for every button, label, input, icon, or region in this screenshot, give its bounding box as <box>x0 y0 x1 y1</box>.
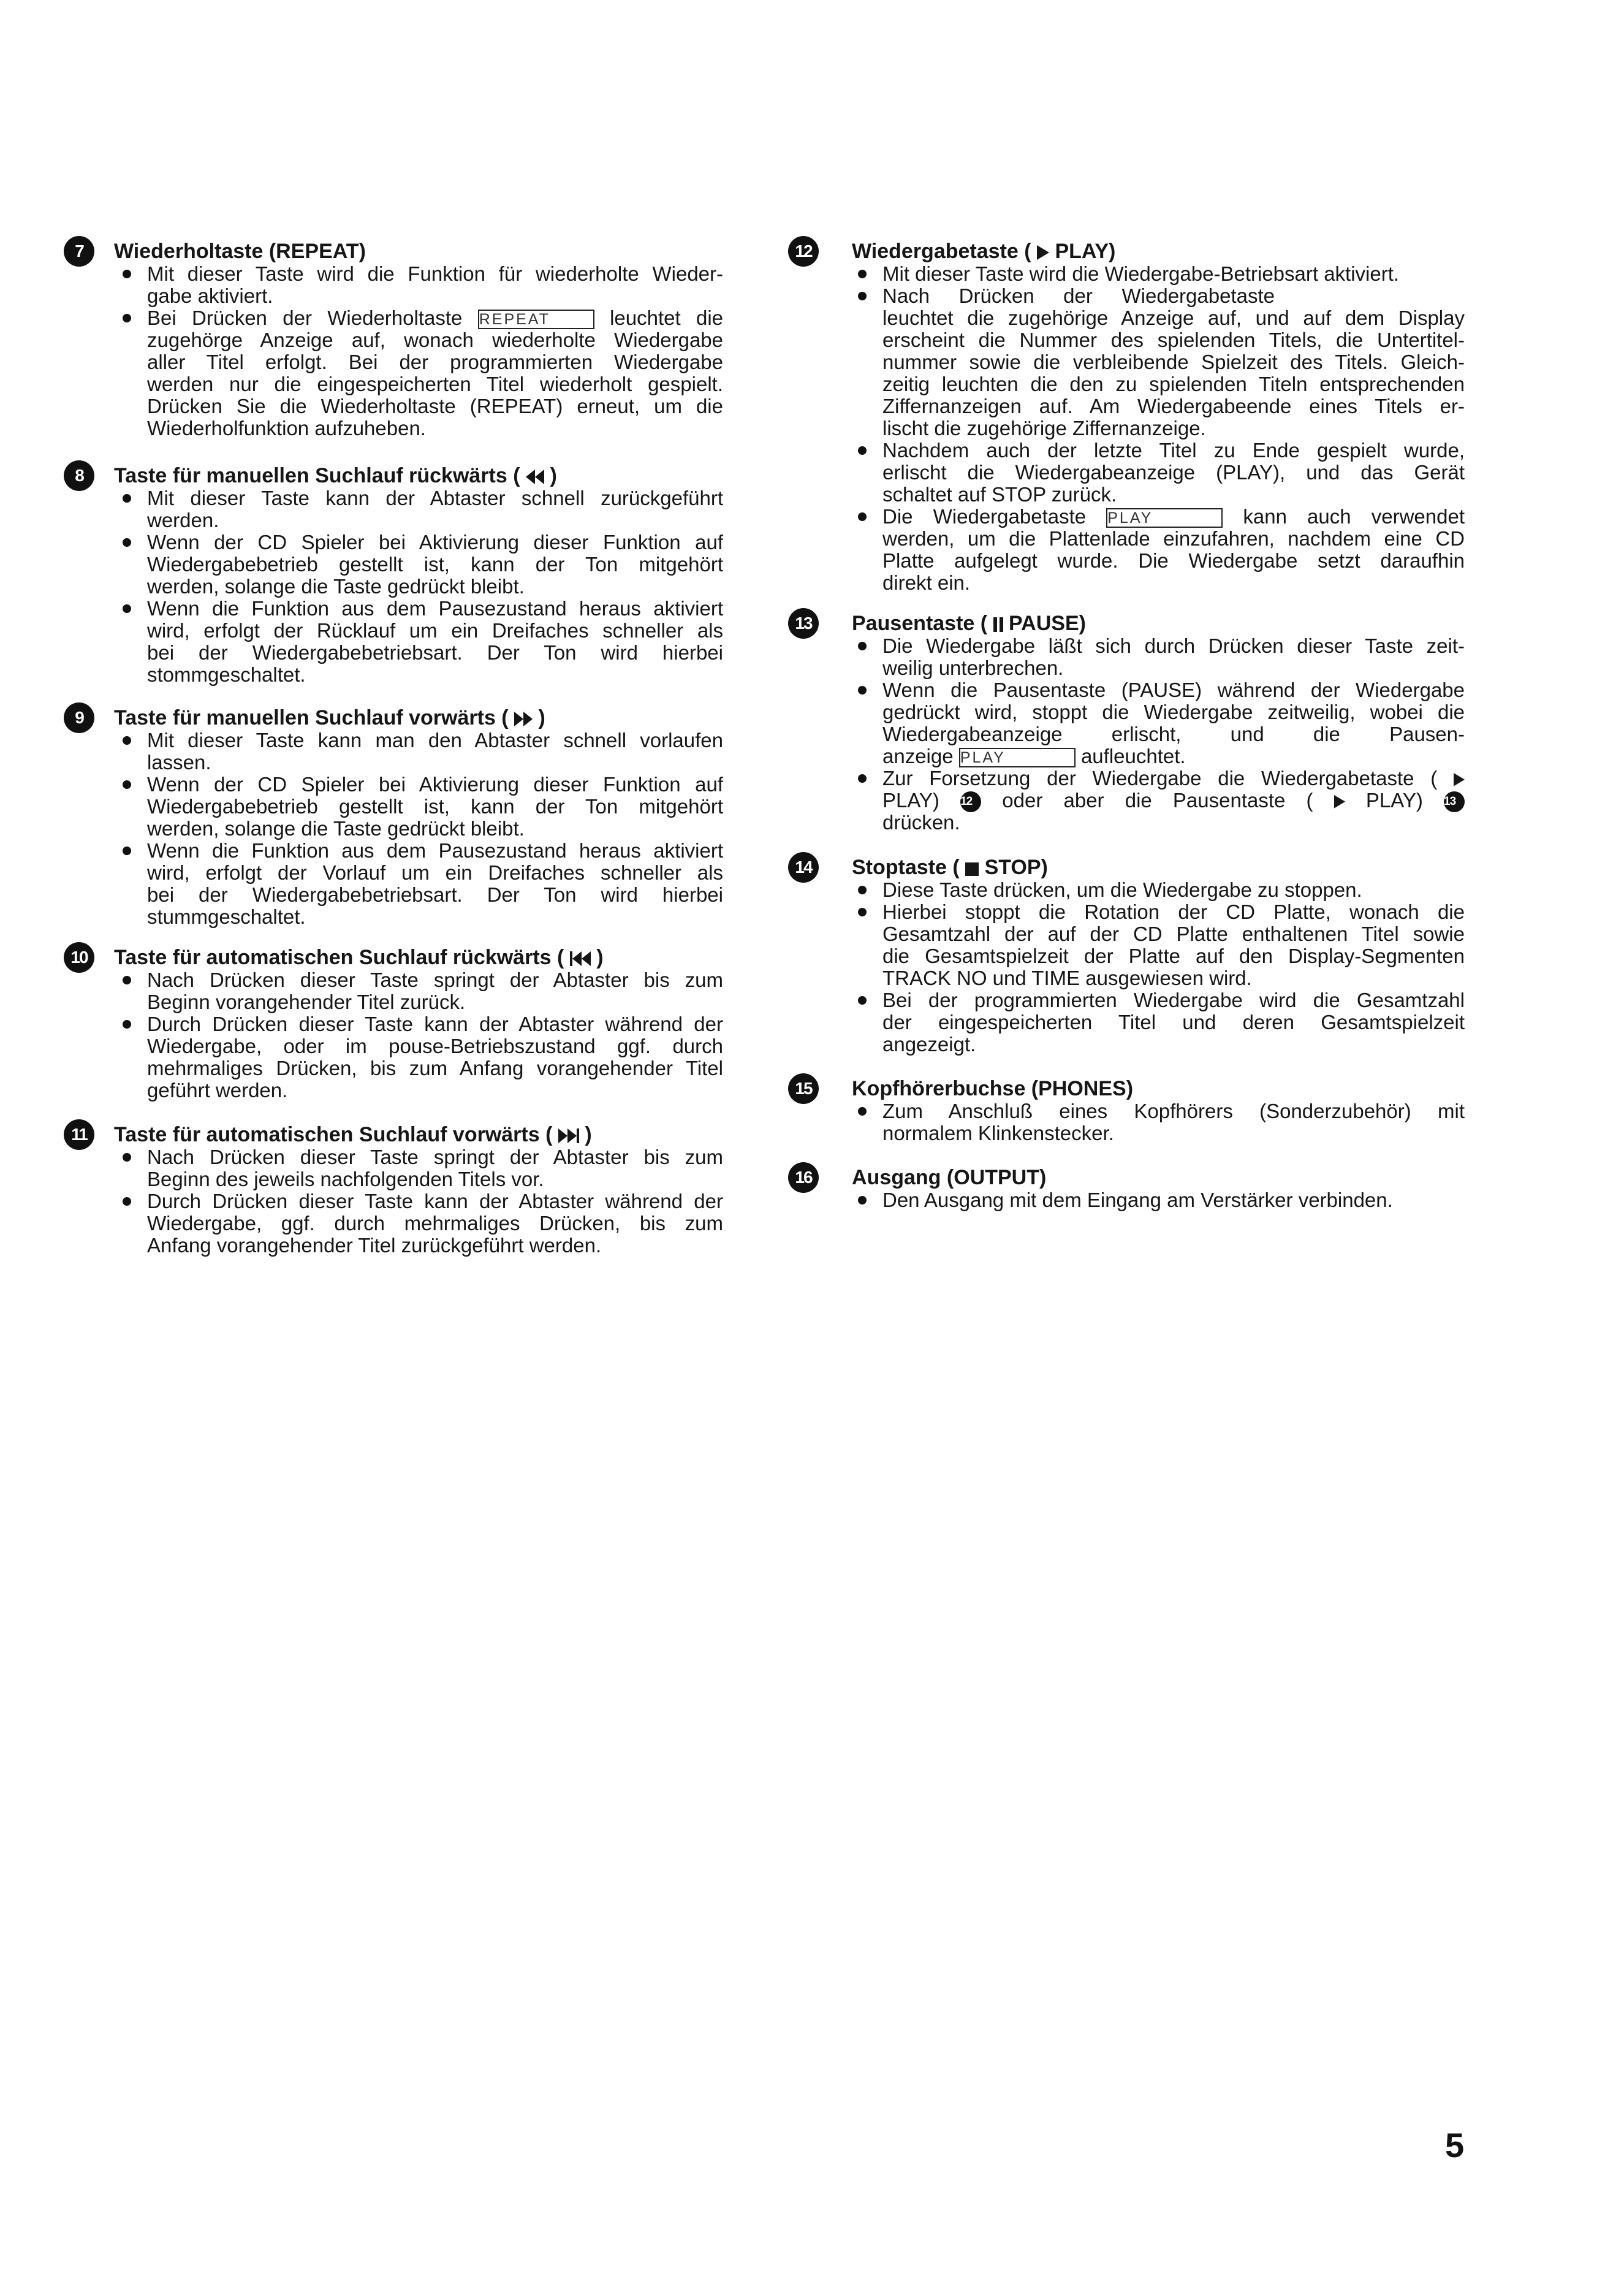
text-line: Wenn die Funktion aus dem Pausezustand heraus aktiviert <box>147 597 723 620</box>
text-line: Beginn des jeweils nachfolgenden Titels vor. <box>147 1168 544 1190</box>
text-line: Den Ausgang mit dem Eingang am Verstärker verbinden. <box>882 1189 1393 1211</box>
text-line: Wiedergabe, ggf. durch mehrmaliges Drücken, bis zum <box>147 1212 723 1235</box>
text-line: erscheint die Nummer des spielenden Titels, die Untertitel- <box>882 329 1465 351</box>
section-title <box>852 1166 1046 1189</box>
text-line: Nachdem auch der letzte Titel zu Ende gespielt wurde, <box>882 439 1465 462</box>
bullet-dot <box>858 446 867 455</box>
text-run: Wiederholtaste (REPEAT) <box>114 240 366 263</box>
text-line: Nach Drücken der Wiedergabetaste <box>882 284 1275 307</box>
text-line: Wiedergabebetrieb gestellt ist, kann der Ton mitgehört <box>147 553 723 576</box>
text-run: Taste für manuellen Suchlauf vorwärts ( <box>114 706 509 729</box>
text-line: Wenn der CD Spieler bei Aktivierung dieser Funktion auf <box>147 773 723 796</box>
text-run: Bei Drücken der Wiederholtaste <box>147 306 463 329</box>
section-title <box>852 612 1086 635</box>
section-number-badge: 10 <box>64 942 94 973</box>
text-line: mehrmaliges Drücken, bis zum Anfang vorangehender Titel <box>147 1057 723 1079</box>
text-line: zeitig leuchten die den zu spielenden Titeln entsprechenden <box>882 373 1465 395</box>
bullet-dot <box>858 292 867 300</box>
text-line: Durch Drücken dieser Taste kann der Abtaster während der <box>147 1190 723 1212</box>
text-run: PAUSE) <box>1009 612 1086 635</box>
text-line: Mit dieser Taste wird die Wiedergabe-Betriebsart aktiviert. <box>882 262 1400 285</box>
bullet-item <box>882 901 1465 989</box>
text-line: stommgeschaltet. <box>147 663 306 686</box>
section-heading <box>788 856 1465 879</box>
section-number-badge: 11 <box>64 1119 94 1150</box>
text-line: weilig unterbrechen. <box>882 657 1064 679</box>
text-line: schaltet auf STOP zurück. <box>882 483 1117 506</box>
text-line: Anfang vorangehender Titel zurückgeführt werden. <box>147 1234 602 1257</box>
text-run: Kopfhörerbuchse (PHONES) <box>852 1077 1134 1100</box>
bullet-dot <box>858 686 867 695</box>
bullet-item <box>882 989 1465 1056</box>
text-line: Hierbei stoppt die Rotation der CD Platte, wonach die <box>882 900 1465 923</box>
section-number-badge: 8 <box>64 460 94 491</box>
text-line: Wenn die Pausentaste (PAUSE) während der Wiedergabe <box>882 679 1465 701</box>
text-line <box>882 506 1465 528</box>
text-line: Wiedergabebetrieb gestellt ist, kann der Ton mitgehört <box>147 795 723 818</box>
text-line: Wiederholfunktion aufzuheben. <box>147 417 426 440</box>
bullet-dot <box>858 908 867 916</box>
text-line: gabe aktiviert. <box>147 284 273 307</box>
text-line: normalem Klinkenstecker. <box>882 1122 1114 1144</box>
section-heading <box>788 612 1465 635</box>
play-icon <box>1454 767 1465 790</box>
text-line: Mit dieser Taste kann man den Abtaster schnell vorlaufen <box>147 729 723 752</box>
text-line: gedrückt wird, stoppt die Wiedergabe zeitweilig, wobei die <box>882 701 1465 723</box>
text-line <box>882 790 1465 812</box>
text-line: TRACK NO und TIME ausgewiesen wird. <box>882 967 1252 989</box>
text-line: Die Wiedergabe läßt sich durch Drücken dieser Taste zeit- <box>882 634 1465 657</box>
section-number-badge: 15 <box>788 1073 819 1104</box>
bullet-item <box>882 635 1465 679</box>
text-line: lassen. <box>147 751 211 774</box>
text-line: bei der Wiedergabebetriebsart. Der Ton wird hierbei <box>147 641 723 664</box>
text-line <box>882 767 1465 790</box>
text-line: lischt die zugehörige Ziffernanzeige. <box>882 417 1206 440</box>
bullet-item <box>882 285 1465 440</box>
bullet-item <box>882 767 1465 834</box>
text-run: aufleuchtet. <box>1080 745 1186 767</box>
section-heading <box>788 240 1465 263</box>
text-line: werden, um die Plattenlade einzufahren, nachdem eine CD <box>882 527 1465 550</box>
text-line: direkt ein. <box>882 571 971 594</box>
text-line: drücken. <box>882 811 960 834</box>
text-line: Nach Drücken dieser Taste springt der Abtaster bis zum <box>147 1146 723 1168</box>
text-line: Durch Drücken dieser Taste kann der Abtaster während der <box>147 1013 723 1035</box>
text-line: werden. <box>147 509 219 531</box>
text-line: Wiedergabeanzeige erlischt, und die Pausen- <box>882 723 1465 745</box>
text-run: Ausgang (OUTPUT) <box>852 1166 1047 1189</box>
bullet-item <box>882 1100 1465 1144</box>
text-line: Ziffernanzeigen auf. Am Wiedergabeende eines Titels er- <box>882 395 1465 417</box>
text-line: zugehörge Anzeige auf, wonach wiederholte Wiedergabe <box>147 329 723 351</box>
bullet-item <box>882 1189 1465 1211</box>
text-line <box>882 745 1465 767</box>
text-run: Die Wiedergabetaste <box>882 505 1087 528</box>
text-line: nummer sowie die verbleibende Spielzeit des Titels. Gleich- <box>882 351 1465 373</box>
text-run: ) <box>596 946 604 969</box>
text-line: wird, erfolgt der Vorlauf um ein Dreifaches schneller als <box>147 861 723 884</box>
bullet-item <box>882 506 1465 594</box>
text-line: der eingespeicherten Titel und deren Gesamtspielzeit <box>882 1011 1465 1033</box>
text-line: geführt werden. <box>147 1079 288 1102</box>
text-run: Wiedergabetaste ( <box>852 240 1031 263</box>
bullet-item <box>882 679 1465 767</box>
text-line: Gesamtzahl der auf der CD Platte enthaltenen Titel sowie <box>882 923 1465 945</box>
text-run: leuchtet die <box>610 306 724 329</box>
bullet-item <box>882 879 1465 901</box>
bullet-dot <box>858 512 867 521</box>
text-run: ) <box>550 464 557 487</box>
text-run: Taste für automatischen Suchlauf rückwärts ( <box>114 946 564 969</box>
section-title <box>852 1077 1133 1100</box>
play-icon <box>1037 240 1049 263</box>
section-number-badge: 9 <box>64 702 94 733</box>
text-run: Taste für manuellen Suchlauf rückwärts ( <box>114 464 520 487</box>
display-indicator-box: REPEAT <box>478 310 594 329</box>
text-line: wird, erfolgt der Rücklauf um ein Dreifaches schneller als <box>147 619 723 642</box>
section-15 <box>788 1077 1465 1144</box>
text-line: Platte aufgelegt wurde. Die Wiedergabe setzt daraufhin <box>882 549 1465 572</box>
text-line: Wenn der CD Spieler bei Aktivierung dieser Funktion auf <box>147 531 723 554</box>
text-line: Mit dieser Taste wird die Funktion für wiederholte Wieder- <box>147 262 723 285</box>
bullet-dot <box>858 270 867 278</box>
text-line: werden nur die eingespeicherten Titel wiederholt gespielt. <box>147 373 723 395</box>
section-title <box>852 856 1048 879</box>
text-line: stummgeschaltet. <box>147 905 306 928</box>
text-line: werden, solange die Taste gedrückt bleibt. <box>147 817 525 840</box>
section-14 <box>788 856 1465 1056</box>
section-heading <box>788 1077 1465 1100</box>
bullet-dot <box>858 774 867 783</box>
text-run: PLAY) <box>1365 789 1423 812</box>
reference-number-badge: 12 <box>960 791 981 812</box>
section-number-badge: 7 <box>64 236 94 267</box>
text-line: Bei der programmierten Wiedergabe wird die Gesamtzahl <box>882 989 1465 1011</box>
text-run: Pausentaste ( <box>852 612 988 635</box>
section-title <box>852 240 1115 263</box>
bullet-dot <box>858 886 867 894</box>
bullet-item <box>882 263 1465 285</box>
section-12 <box>788 240 1465 594</box>
bullet-dot <box>858 1196 867 1205</box>
text-line: Nach Drücken dieser Taste springt der Abtaster bis zum <box>147 969 723 991</box>
text-line: bei der Wiedergabebetriebsart. Der Ton wird hierbei <box>147 883 723 906</box>
bullet-item <box>882 440 1465 506</box>
text-run: ) <box>585 1123 592 1146</box>
text-run: PLAY) <box>1055 240 1116 263</box>
bullet-dot <box>858 1107 867 1116</box>
text-line: die Gesamtspielzeit der Platte auf den Display-Segmenten <box>882 945 1465 967</box>
reference-number-badge: 13 <box>1444 791 1465 812</box>
bullet-dot <box>858 642 867 650</box>
text-line: Diese Taste drücken, um die Wiedergabe zu stoppen. <box>882 878 1362 901</box>
text-line: werden, solange die Taste gedrückt bleibt. <box>147 575 525 598</box>
text-line: angezeigt. <box>882 1033 976 1056</box>
text-line: leuchtet die zugehörige Anzeige auf, und auf dem Display <box>882 306 1465 329</box>
stop-icon <box>965 856 979 879</box>
text-line: Drücken Sie die Wiederholtaste (REPEAT) erneut, um die <box>147 395 723 417</box>
page-number: 5 <box>1445 2126 1465 2164</box>
text-line: erlischt die Wiedergabeanzeige (PLAY), und das Gerät <box>882 461 1465 484</box>
text-run: Taste für automatischen Suchlauf vorwärts ( <box>114 1123 553 1146</box>
text-run: oder aber die Pausentaste ( <box>1002 789 1313 812</box>
text-line: Mit dieser Taste kann der Abtaster schnell zurückgeführt <box>147 487 723 509</box>
text-run: kann auch verwendet <box>1243 505 1465 528</box>
text-line: Wenn die Funktion aus dem Pausezustand heraus aktiviert <box>147 839 723 862</box>
section-13 <box>788 612 1465 834</box>
text-run: PLAY) <box>882 789 939 812</box>
section-number-badge: 12 <box>788 236 819 267</box>
text-line: aller Titel erfolgt. Bei der programmierten Wiedergabe <box>147 351 723 373</box>
text-line: Wiedergabe, oder im pouse-Betriebszustand ggf. durch <box>147 1035 723 1057</box>
display-indicator-box: PLAY <box>959 748 1076 767</box>
pause-icon <box>993 612 1003 635</box>
bullet-dot <box>858 996 867 1005</box>
section-number-badge: 16 <box>788 1162 819 1193</box>
text-line: Beginn vorangehender Titel zurück. <box>147 991 466 1013</box>
section-number-badge: 14 <box>788 852 819 883</box>
text-run: anzeige <box>882 745 954 767</box>
section-number-badge: 13 <box>788 608 819 639</box>
section-heading <box>788 1166 1465 1189</box>
text-run: ) <box>538 706 545 729</box>
text-run: Stoptaste ( <box>852 856 960 879</box>
section-16 <box>788 1166 1465 1211</box>
text-line: Zum Anschluß eines Kopfhörers (Sonderzubehör) mit <box>882 1100 1465 1122</box>
text-run: STOP) <box>984 856 1048 879</box>
play-icon <box>1334 789 1345 812</box>
text-run: Zur Forsetzung der Wiedergabe die Wiedergabetaste ( <box>882 767 1438 790</box>
display-indicator-box: PLAY <box>1106 508 1223 528</box>
